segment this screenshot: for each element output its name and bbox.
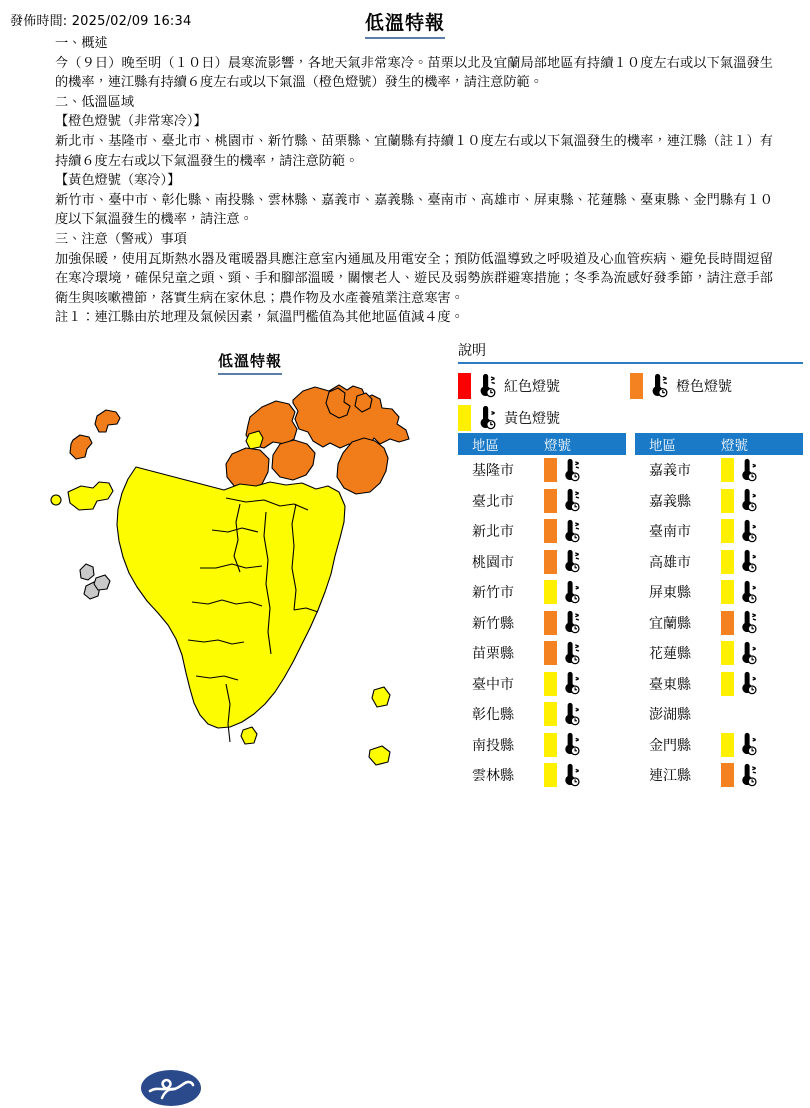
region-name: 新竹縣 <box>472 615 514 632</box>
legend-list <box>458 370 803 434</box>
legend-swatch-red <box>458 373 471 399</box>
table-row[interactable] <box>458 577 626 608</box>
signal-cell <box>544 458 626 483</box>
signal-cell <box>544 610 626 635</box>
region-name: 彰化縣 <box>472 707 514 724</box>
thermometer-cold-icon <box>736 519 759 544</box>
table-row[interactable] <box>635 608 803 639</box>
thermometer-cold-icon <box>736 732 759 757</box>
thermometer-cold-icon <box>559 671 582 696</box>
table-row[interactable] <box>458 730 626 761</box>
table-row[interactable] <box>458 486 626 517</box>
region-name: 苗栗縣 <box>472 646 514 663</box>
issue-time: 發佈時間: 2025/02/09 16:34 <box>10 14 192 29</box>
column-header-region: 地區 <box>472 438 499 454</box>
signal-swatch-orange <box>544 519 557 543</box>
thermometer-cold-icon <box>559 458 582 483</box>
column-header-region: 地區 <box>649 438 676 454</box>
region-name: 臺北市 <box>472 493 514 510</box>
table-row[interactable] <box>635 760 803 791</box>
signal-swatch-orange <box>544 458 557 482</box>
thermometer-cold-icon <box>736 610 759 635</box>
legend-item-red <box>458 373 630 399</box>
thermometer-cold-icon <box>736 580 759 605</box>
yellow-region-body: 新竹市、臺中市、彰化縣、南投縣、雲林縣、嘉義市、嘉義縣、臺南市、高雄市、屏東縣、花蓮縣、臺東縣、金門縣有１０度以下氣溫發生的機率，請注意。 <box>55 192 773 228</box>
signal-cell <box>721 641 803 666</box>
signal-swatch-yellow <box>721 458 734 482</box>
map-region-liuqiu[interactable] <box>241 727 257 744</box>
signal-cell <box>544 519 626 544</box>
map-region-orchid-island[interactable] <box>369 746 390 765</box>
thermometer-cold-icon <box>736 763 759 788</box>
map-region-lienchiang[interactable] <box>95 410 120 432</box>
region-name: 基隆市 <box>472 463 514 480</box>
signal-swatch-yellow <box>721 733 734 757</box>
thermometer-cold-icon <box>646 373 670 399</box>
legend-item-yellow <box>458 405 630 431</box>
legend-panel <box>458 340 803 434</box>
thermometer-cold-icon <box>474 405 498 431</box>
region-name: 桃園市 <box>472 554 514 571</box>
table-row[interactable] <box>458 516 626 547</box>
table-row[interactable] <box>635 577 803 608</box>
map-title-text: 低溫特報 <box>218 350 282 375</box>
table-row[interactable] <box>458 455 626 486</box>
map-region-new-taipei[interactable] <box>293 385 409 448</box>
table-body-left <box>458 455 626 791</box>
legend-label-red: 紅色燈號 <box>504 379 560 395</box>
signal-cell <box>544 702 626 727</box>
thermometer-cold-icon <box>559 549 582 574</box>
signal-swatch-yellow <box>721 580 734 604</box>
taiwan-warning-map[interactable] <box>40 372 460 802</box>
thermometer-cold-icon <box>559 610 582 635</box>
signal-swatch-yellow <box>721 641 734 665</box>
cwa-logo <box>140 1068 202 1108</box>
region-name: 南投縣 <box>472 737 514 754</box>
legend-label-yellow: 黃色燈號 <box>504 411 560 427</box>
region-table-left <box>458 433 626 791</box>
signal-cell <box>721 549 803 574</box>
map-region-south-body[interactable] <box>117 467 345 728</box>
column-header-signal: 燈號 <box>544 438 571 454</box>
signal-cell <box>721 732 803 757</box>
section1-body: 今（９日）晚至明（１０日）晨寒流影響，各地天氣非常寒冷。苗栗以北及宜蘭局部地區有持續１０度左右或以下氣溫發生的機率，連江縣有持續６度左右或以下氣溫（橙色燈號）發生的機率，請注意防範。 <box>55 55 773 91</box>
thermometer-cold-icon <box>559 580 582 605</box>
legend-heading: 說明 <box>458 340 803 364</box>
table-row[interactable] <box>635 516 803 547</box>
signal-swatch-yellow <box>544 733 557 757</box>
legend-row <box>458 370 803 402</box>
column-header-signal: 燈號 <box>721 438 748 454</box>
table-row[interactable] <box>458 608 626 639</box>
table-header-left <box>458 433 626 455</box>
thermometer-cold-icon <box>559 702 582 727</box>
map-region-lienchiang-2[interactable] <box>70 435 92 459</box>
legend-swatch-yellow <box>458 405 471 431</box>
signal-cell <box>544 732 626 757</box>
legend-item-orange <box>630 373 802 399</box>
table-row[interactable] <box>635 547 803 578</box>
signal-cell <box>544 580 626 605</box>
region-name: 高雄市 <box>649 554 691 571</box>
signal-cell <box>544 488 626 513</box>
region-name: 澎湖縣 <box>649 707 691 724</box>
section1-heading: 一、概述 <box>55 36 108 51</box>
table-row[interactable] <box>458 699 626 730</box>
signal-cell <box>544 549 626 574</box>
signal-swatch-yellow <box>544 702 557 726</box>
thermometer-cold-icon <box>736 458 759 483</box>
table-header-right <box>635 433 803 455</box>
signal-swatch-yellow <box>721 519 734 543</box>
table-row[interactable] <box>635 455 803 486</box>
section3-heading: 三、注意（警戒）事項 <box>55 231 187 247</box>
signal-cell <box>721 519 803 544</box>
thermometer-cold-icon <box>559 519 582 544</box>
signal-cell <box>721 610 803 635</box>
table-body-right <box>635 455 803 791</box>
region-name: 臺南市 <box>649 524 691 541</box>
map-region-penghu-3[interactable] <box>94 575 110 590</box>
signal-cell <box>544 763 626 788</box>
region-name: 臺東縣 <box>649 676 691 693</box>
map-region-green-island[interactable] <box>372 687 390 707</box>
thermometer-cold-icon <box>474 373 498 399</box>
thermometer-cold-icon <box>736 488 759 513</box>
region-name: 臺中市 <box>472 676 514 693</box>
signal-swatch-orange <box>721 763 734 787</box>
signal-cell <box>721 580 803 605</box>
region-name: 嘉義市 <box>649 463 691 480</box>
map-region-penghu[interactable] <box>80 564 94 580</box>
table-row[interactable] <box>458 638 626 669</box>
table-row[interactable] <box>635 486 803 517</box>
region-name: 金門縣 <box>649 737 691 754</box>
yellow-bracket-heading: 【黃色燈號（寒冷）】 <box>55 173 181 189</box>
signal-swatch-orange <box>544 550 557 574</box>
map-panel <box>40 350 460 810</box>
signal-cell <box>544 641 626 666</box>
signal-swatch-orange <box>544 611 557 635</box>
table-row[interactable] <box>635 699 803 730</box>
thermometer-cold-icon <box>736 671 759 696</box>
signal-cell <box>721 488 803 513</box>
region-name: 新北市 <box>472 524 514 541</box>
signal-swatch-orange <box>544 641 557 665</box>
map-region-hsinchu-county[interactable] <box>272 440 315 480</box>
legend-swatch-orange <box>630 373 643 399</box>
region-name: 花蓮縣 <box>649 646 691 663</box>
region-name: 宜蘭縣 <box>649 615 691 632</box>
region-name: 新竹市 <box>472 585 514 602</box>
region-name: 雲林縣 <box>472 768 514 785</box>
thermometer-cold-icon <box>736 641 759 666</box>
signal-swatch-yellow <box>544 580 557 604</box>
thermometer-cold-icon <box>559 488 582 513</box>
thermometer-cold-icon <box>736 549 759 574</box>
thermometer-cold-icon <box>559 732 582 757</box>
section2-heading: 二、低溫區域 <box>55 94 135 110</box>
region-table-right <box>635 433 803 791</box>
table-row[interactable] <box>458 760 626 791</box>
signal-cell <box>721 671 803 696</box>
legend-label-orange: 橙色燈號 <box>676 379 732 395</box>
signal-swatch-yellow <box>544 672 557 696</box>
table-row[interactable] <box>635 638 803 669</box>
signal-swatch-orange <box>544 489 557 513</box>
section3-body: 加強保暖，使用瓦斯熱水器及電暖器具應注意室內通風及用電安全；預防低溫導致之呼吸道及心血管疾病、避免長時間逗留在寒冷環境，確保兒童之頭、頸、手和腳部溫暖，關懷老人、遊民及弱勢族群避寒措施；冬季為流感好發季節，請注意手部衛生與咳嗽禮節，落實生病在家休息；農作物及水產養殖業注意寒害。 <box>55 251 773 306</box>
signal-cell <box>721 458 803 483</box>
table-row[interactable] <box>635 730 803 761</box>
region-name: 嘉義縣 <box>649 493 691 510</box>
table-row[interactable] <box>458 547 626 578</box>
region-name: 屏東縣 <box>649 585 691 602</box>
map-region-kinmen[interactable] <box>68 482 113 510</box>
map-region-kinmen-islet[interactable] <box>51 495 61 505</box>
orange-region-body: 新北市、基隆市、臺北市、桃園市、新竹縣、苗栗縣、宜蘭縣有持續１０度左右或以下氣溫發生的機率，連江縣（註１）有持續６度左右或以下氣溫發生的機率，請注意防範。 <box>55 133 773 169</box>
map-region-hsinchu-city[interactable] <box>246 431 263 449</box>
page-title-text: 低溫特報 <box>365 8 445 39</box>
thermometer-cold-icon <box>559 763 582 788</box>
thermometer-cold-icon <box>559 641 582 666</box>
signal-cell <box>721 763 803 788</box>
signal-swatch-yellow <box>721 672 734 696</box>
region-name: 連江縣 <box>649 768 691 785</box>
table-row[interactable] <box>635 669 803 700</box>
signal-swatch-yellow <box>544 763 557 787</box>
table-row[interactable] <box>458 669 626 700</box>
signal-swatch-orange <box>721 611 734 635</box>
signal-swatch-yellow <box>721 550 734 574</box>
region-tables <box>458 433 803 791</box>
footnote-1: 註１：連江縣由於地理及氣候因素，氣溫門檻值為其他地區值減４度。 <box>55 310 464 326</box>
report-body <box>55 34 773 328</box>
orange-bracket-heading: 【橙色燈號（非常寒冷）】 <box>55 114 207 130</box>
legend-row <box>458 402 803 434</box>
signal-cell <box>544 671 626 696</box>
signal-swatch-yellow <box>721 489 734 513</box>
